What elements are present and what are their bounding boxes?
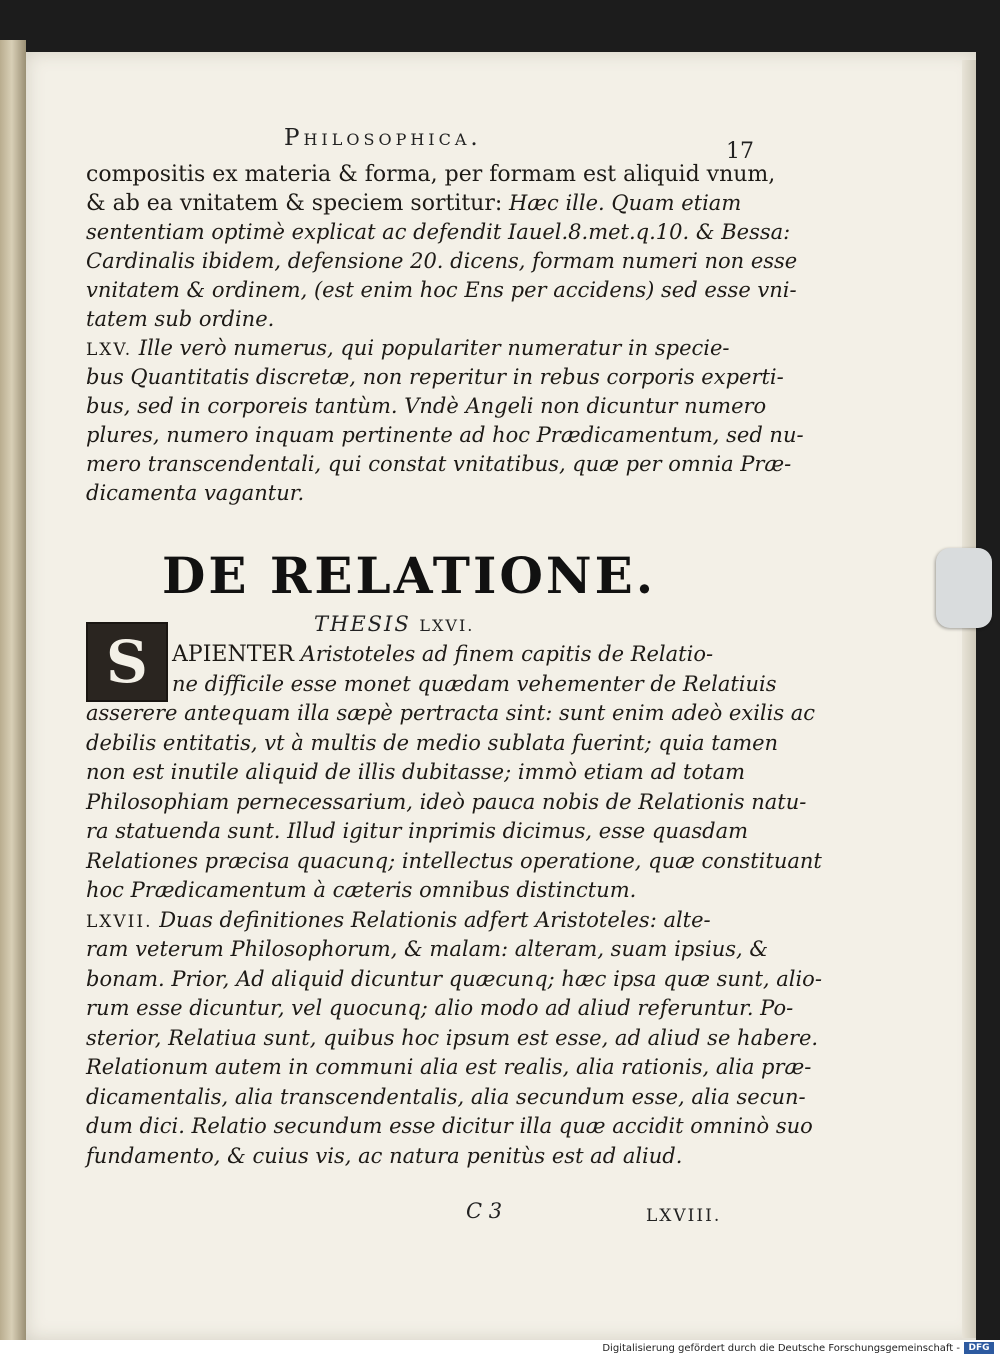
text-line	[86, 452, 791, 477]
italic-text: tatem sub ordine.	[86, 307, 275, 331]
italic-text: hoc Prædicamentum à cæteris omnibus distinctum.	[86, 878, 637, 902]
text-line	[86, 790, 806, 815]
section-heading: DE RELATIONE.	[162, 546, 657, 605]
thesis-label	[314, 612, 474, 636]
italic-text: Aristoteles ad finem capitis de Relatio-	[294, 642, 714, 666]
italic-text: vnitatem & ordinem, (est enim hoc Ens per accidens) sed esse vni-	[86, 278, 797, 302]
text-line	[86, 1114, 813, 1139]
text-line	[86, 937, 768, 962]
catchword: LXVIII.	[646, 1206, 722, 1226]
italic-text: sterior, Relatiua sunt, quibus hoc ipsum est esse, ad aliud se habere.	[86, 1025, 819, 1050]
italic-text: bus Quantitatis discretæ, non reperitur in rebus corporis experti-	[86, 365, 784, 389]
text-line	[86, 278, 797, 303]
text-line	[86, 191, 741, 216]
italic-text: debilis entitatis, vt à multis de medio sublata fuerint; quia tamen	[86, 730, 779, 755]
roman-text: & ab ea vnitatem & speciem sortitur:	[86, 191, 503, 216]
text-line	[86, 849, 822, 874]
italic-text: Philosophiam pernecessarium, ideò pauca nobis de Relationis natu-	[86, 789, 807, 814]
text-line	[86, 819, 748, 844]
text-line	[86, 1055, 811, 1080]
italic-text: Relationum autem in communi alia est realis, alia rationis, alia præ-	[86, 1055, 812, 1079]
italic-text: dicamenta vagantur.	[86, 481, 305, 505]
text-line	[86, 996, 793, 1021]
previous-page-edge	[0, 40, 26, 1340]
funding-note: Digitalisierung gefördert durch die Deutsche Forschungsgemeinschaft -	[602, 1343, 960, 1354]
signature-mark: C 3	[466, 1199, 503, 1223]
roman-text: APIENTER	[172, 642, 294, 667]
italic-text: plures, numero inquam pertinente ad hoc Prædicamentum, sed nu-	[86, 423, 804, 447]
text-line	[86, 1085, 806, 1110]
text-line	[86, 162, 775, 187]
text-line	[86, 967, 822, 992]
thesis-number: LXVI.	[419, 616, 475, 635]
text-line	[86, 365, 784, 390]
text-line	[172, 672, 777, 697]
text-line	[86, 336, 730, 361]
italic-text: mero transcendentali, qui constat vnitatibus, quæ per omnia Præ-	[86, 452, 792, 476]
italic-text: ram veterum Philosophorum, & malam: alteram, suam ipsius, &	[86, 937, 769, 961]
running-head: Philosophica.	[284, 125, 482, 151]
text-line	[86, 731, 778, 756]
text-line	[86, 760, 745, 785]
page-number: 17	[726, 139, 754, 164]
italic-text: bus, sed in corporeis tantùm. Vndè Angeli non dicuntur numero	[86, 394, 767, 418]
roman-text: compositis ex materia & forma, per formam est aliquid vnum,	[86, 162, 776, 187]
italic-text: Cardinalis ibidem, defensione 20. dicens, formam numeri non esse	[86, 249, 798, 273]
italic-text: dicamentalis, alia transcendentalis, alia secundum esse, alia secun-	[86, 1084, 806, 1109]
italic-text: ne difficile esse monet quædam vehementer de Relatiuis	[172, 671, 777, 696]
italic-text: Duas definitiones Relationis adfert Aristoteles: alte-	[152, 907, 711, 932]
text-line	[86, 1026, 818, 1051]
paragraph-number: LXVII.	[86, 911, 153, 932]
text-line	[86, 394, 766, 419]
page-stack-edge	[962, 60, 976, 1338]
viewer-footer	[0, 1340, 1000, 1355]
thesis-word: THESIS	[314, 612, 411, 636]
text-line	[172, 642, 713, 667]
italic-text: bonam. Prior, Ad aliquid dicuntur quæcunq; hæc ipsa quæ sunt, alio-	[86, 966, 822, 991]
italic-text: asserere antequam illa sæpè pertracta sint: sunt enim adeò exilis ac	[86, 701, 816, 725]
text-line	[86, 220, 790, 245]
italic-text: fundamento, & cuius vis, ac natura penitùs est ad aliud.	[86, 1143, 683, 1168]
page-tab-marker	[936, 548, 992, 628]
text-line	[86, 307, 274, 332]
text-line	[86, 1144, 682, 1169]
text-line	[86, 249, 797, 274]
decorated-initial	[86, 622, 168, 702]
italic-text: rum esse dicuntur, vel quocunq; alio modo ad aliud referuntur. Po-	[86, 996, 794, 1020]
dfg-logo: DFG	[964, 1342, 994, 1354]
text-line	[86, 423, 804, 448]
paragraph-number: LXV.	[86, 340, 133, 360]
text-line	[86, 878, 636, 903]
italic-text: non est inutile aliquid de illis dubitasse; immò etiam ad totam	[86, 760, 746, 784]
text-line	[86, 481, 304, 506]
italic-text: Hæc ille. Quam etiam	[502, 191, 742, 215]
initial-letter: S	[106, 628, 148, 696]
italic-text: Relationes præcisa quacunq; intellectus operatione, quæ constituant	[86, 848, 822, 873]
italic-text: sententiam optimè explicat ac defendit Iauel.8.met.q.10. & Bessa:	[86, 220, 791, 244]
text-line	[86, 908, 711, 933]
italic-text: dum dici. Relatio secundum esse dicitur illa quæ accidit omninò suo	[86, 1114, 813, 1138]
italic-text: Ille verò numerus, qui populariter numeratur in specie-	[132, 336, 730, 360]
text-line	[86, 701, 815, 726]
italic-text: ra statuenda sunt. Illud igitur inprimis dicimus, esse quasdam	[86, 819, 749, 843]
